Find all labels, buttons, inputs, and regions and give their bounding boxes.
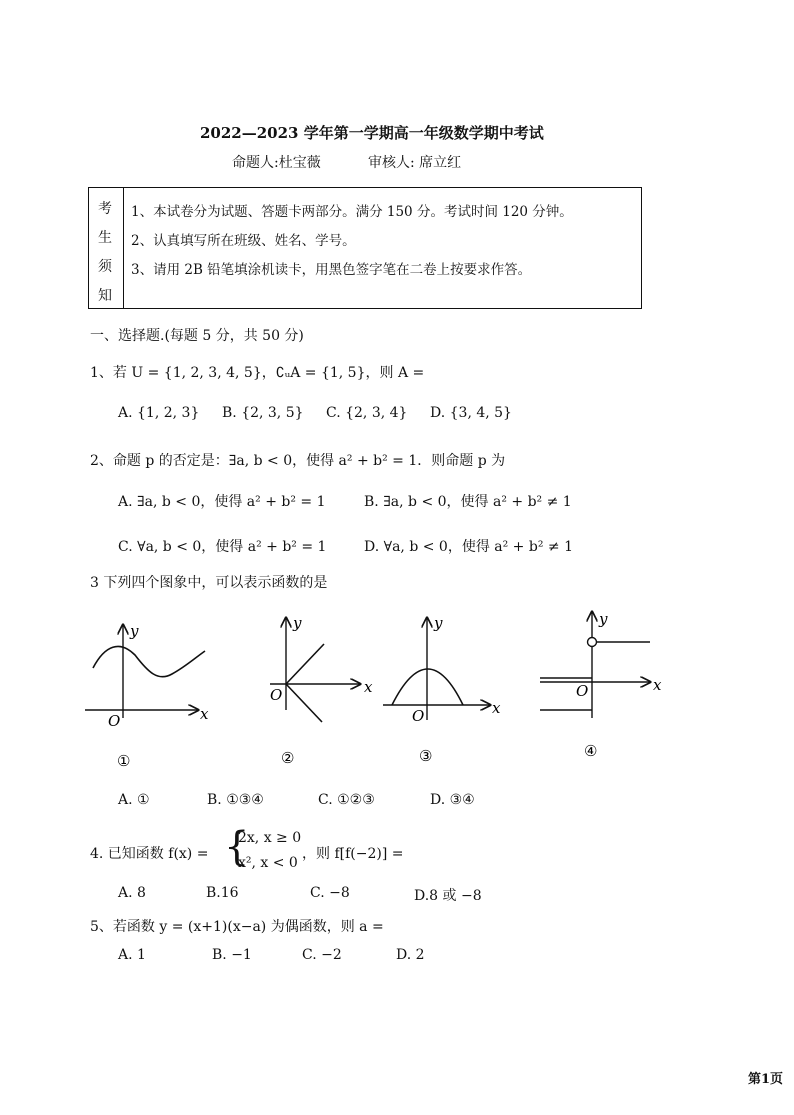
notice-head xyxy=(89,188,124,308)
graph-2-y-label: y xyxy=(293,614,302,632)
graph-1-origin: O xyxy=(108,712,121,730)
q3-option-a: A. ① xyxy=(118,792,150,808)
graph-4-origin: O xyxy=(576,682,589,700)
graph-3-origin: O xyxy=(412,707,425,725)
graph-3-y-label: y xyxy=(434,614,443,632)
q1-stem: 1、若 U = {1, 2, 3, 4, 5}，∁ᵤA = {1, 5}，则 A = xyxy=(90,365,425,381)
q2-option-a: A. ∃a, b < 0，使得 a² + b² = 1 xyxy=(118,494,326,510)
graph-4-label: ④ xyxy=(584,742,598,760)
q5-option-c: C. −2 xyxy=(302,947,342,963)
q3-option-d: D. ③④ xyxy=(430,792,475,808)
q5-option-a: A. 1 xyxy=(118,947,146,963)
author-line: 命题人:杜宝薇 xyxy=(232,155,321,171)
q4-option-d: D.8 或 −8 xyxy=(414,888,482,904)
notice-box xyxy=(88,187,642,309)
q4-case-2: x², x < 0 xyxy=(238,855,298,871)
graph-3-x-label: x xyxy=(492,699,501,717)
q5-option-d: D. 2 xyxy=(396,947,425,963)
graph-3 xyxy=(383,614,501,765)
q3-stem: 3 下列四个图象中，可以表示函数的是 xyxy=(90,575,328,591)
q3-option-b: B. ①③④ xyxy=(207,792,264,808)
reviewer-line: 审核人: 席立红 xyxy=(368,155,462,171)
page-title: 2022—2023 学年第一学期高一年级数学期中考试 xyxy=(200,124,544,142)
q4-stem-suffix: ，则 f[f(−2)] = xyxy=(302,846,404,862)
q3-graphs xyxy=(0,600,794,780)
q1-option-a: A. {1, 2, 3} xyxy=(118,405,200,421)
q2-option-d: D. ∀a, b < 0，使得 a² + b² ≠ 1 xyxy=(364,539,573,555)
graph-1 xyxy=(85,622,209,770)
q2-option-b: B. ∃a, b < 0，使得 a² + b² ≠ 1 xyxy=(364,494,572,510)
notice-item: 1、本试卷分为试题、答题卡两部分。满分 150 分。考试时间 120 分钟。 xyxy=(131,204,573,220)
graph-4 xyxy=(540,610,662,760)
graph-1-label: ① xyxy=(117,752,131,770)
graph-1-y-label: y xyxy=(130,622,139,640)
graph-2-origin: O xyxy=(270,686,283,704)
q3-option-c: C. ①②③ xyxy=(318,792,375,808)
page-number: 第1页 xyxy=(748,1072,784,1087)
graph-2-label: ② xyxy=(281,749,295,767)
graph-2-x-label: x xyxy=(364,678,373,696)
q4-case-1: 2x, x ≥ 0 xyxy=(238,830,302,846)
graph-4-y-label: y xyxy=(599,610,608,628)
q4-option-b: B.16 xyxy=(206,885,239,901)
q1-option-b: B. {2, 3, 5} xyxy=(222,405,304,421)
q5-stem: 5、若函数 y = (x+1)(x−a) 为偶函数，则 a = xyxy=(90,919,384,935)
notice-item: 3、请用 2B 铅笔填涂机读卡，用黑色签字笔在二卷上按要求作答。 xyxy=(131,262,532,278)
graph-4-x-label: x xyxy=(653,676,662,694)
q4-option-c: C. −8 xyxy=(310,885,350,901)
section-heading: 一、选择题.(每题 5 分，共 50 分) xyxy=(90,328,304,344)
q2-stem: 2、命题 p 的否定是：∃a, b < 0，使得 a² + b² = 1．则命题 p 为 xyxy=(90,453,506,469)
q4-option-a: A. 8 xyxy=(118,885,146,901)
graph-1-x-label: x xyxy=(200,705,209,723)
q1-option-d: D. {3, 4, 5} xyxy=(430,405,512,421)
notice-head-char: 考 xyxy=(98,201,112,217)
graph-3-label: ③ xyxy=(419,747,433,765)
q2-option-c: C. ∀a, b < 0，使得 a² + b² = 1 xyxy=(118,539,327,555)
q5-option-b: B. −1 xyxy=(212,947,252,963)
notice-item: 2、认真填写所在班级、姓名、学号。 xyxy=(131,233,356,249)
q4-stem-prefix: 4. 已知函数 f(x) = xyxy=(90,846,209,862)
notice-head-char: 须 xyxy=(98,259,112,275)
q4-brace: { xyxy=(224,824,250,870)
graph-2 xyxy=(270,614,373,767)
notice-head-char: 生 xyxy=(98,230,112,246)
q1-option-c: C. {2, 3, 4} xyxy=(326,405,408,421)
notice-head-char: 知 xyxy=(98,288,112,304)
